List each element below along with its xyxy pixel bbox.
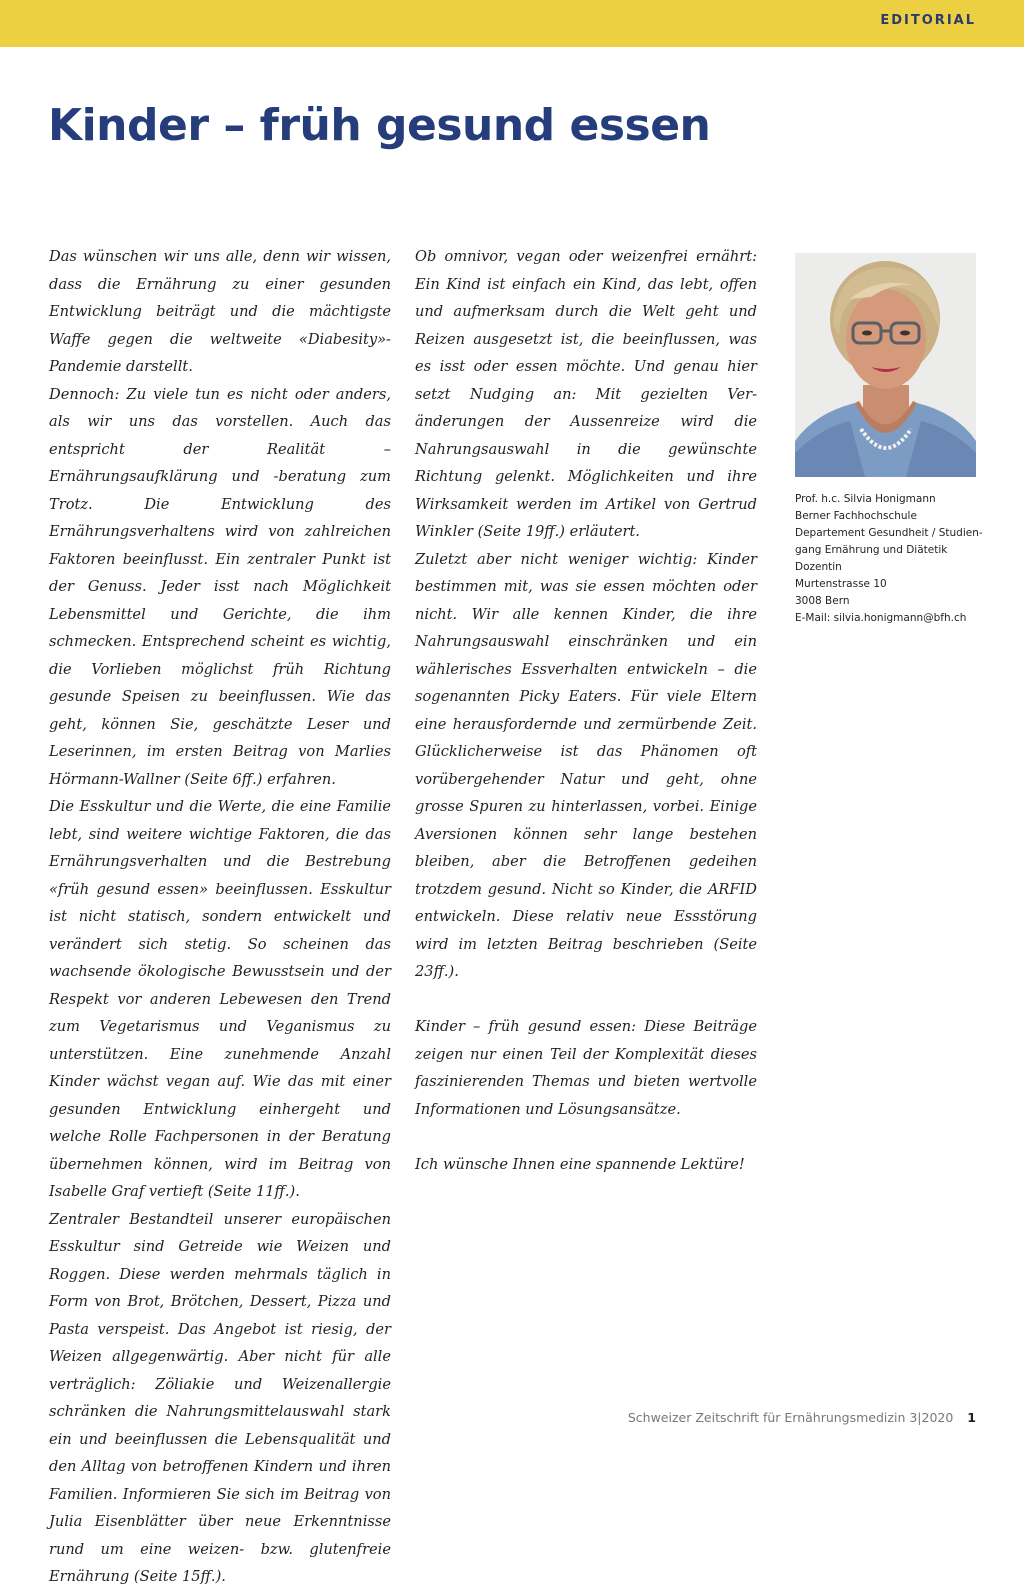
author-institution: Berner Fachhochschule bbox=[795, 510, 917, 522]
author-caption bbox=[795, 491, 985, 627]
author-portrait-image bbox=[795, 253, 976, 477]
author-department: gang Ernährung und Diätetik bbox=[795, 544, 948, 556]
paragraph: Die Esskultur und die Werte, die eine Familie lebt, sind weitere wichtige Faktoren, die das Ernährungsverhalten und die Bestrebung «früh gesund essen» beeinflussen. Esskultur ist nicht statisch, sondern entwickelt und verändert sich stetig. So scheinen das wachsende ökologische Bewusstsein und der Respekt vor anderen Lebewesen den Trend zum Vegetarismus und Veganismus zu unterstützen. Eine zunehmende Anzahl Kinder wächst vegan auf. Wie das mit einer gesunden Entwicklung einhergeht und welche Rolle Fachpersonen in der Beratung übernehmen können, wird im Beitrag von Isabelle Graf vertieft (Seite 11ff.). bbox=[49, 798, 391, 1200]
article-title: Kinder – früh gesund essen bbox=[48, 100, 711, 151]
paragraph: Zentraler Bestandteil unserer europäischen Esskultur sind Getreide wie Weizen und Roggen. Diese werden mehrmals täglich in Form von Brot, Brötchen, Dessert, Pizza und Pasta verspeist. Das Angebot ist riesig, der Weizen allgegenwärtig. Aber nicht für alle verträglich: Zöliakie und Weizenallergie schränken die Nahrungsmittelauswahl stark ein und beeinflussen die Lebensqualität und den Alltag von betroffenen Kindern und ihren Familien. Informieren Sie sich im Beitrag von Julia Eisenblätter über neue Erkenntnisse rund um eine weizen- bzw. glutenfreie Ernährung (Seite 15ff.). bbox=[49, 1210, 391, 1585]
author-portrait bbox=[795, 253, 976, 477]
paragraph: Zuletzt aber nicht weniger wichtig: Kinder bestimmen mit, was sie essen möchten oder nicht. Wir alle kennen Kinder, die ihre Nahrungsauswahl einschränken und ein wählerisches Essverhalten entwickeln – die sogenannten Picky Eaters. Für viele Eltern eine herausfordernde und zermürbende Zeit. Glücklicherweise ist das Phänomen oft vorübergehender Natur und geht, ohne grosse Spuren zu hinterlassen, vorbei. Einige Aversionen können sehr lange bestehen bleiben, aber die Betroffenen gedeihen trotzdem gesund. Nicht so Kinder, die ARFID entwickeln. Diese relativ neue Essstörung wird im letzten Beitrag beschrieben (Seite 23ff.). bbox=[415, 550, 757, 980]
paragraph: Kinder – früh gesund essen: Diese Beiträge zeigen nur einen Teil der Komplexität dieses faszinierenden Themas und bieten wertvolle Informationen und Lösungsansätze. bbox=[415, 1018, 757, 1118]
section-label: EDITORIAL bbox=[880, 13, 976, 28]
journal-name: Schweizer Zeitschrift für Ernährungsmedizin 3|2020 bbox=[627, 1410, 954, 1425]
paragraph: Das wünschen wir uns alle, denn wir wissen, dass die Ernährung zu einer gesunden Entwicklung beiträgt und die mächtigste Waffe gegen die weltweite «Diabesity»-Pandemie darstellt. bbox=[49, 248, 391, 375]
article-column-middle bbox=[415, 243, 757, 1178]
header-bar bbox=[0, 0, 1024, 47]
author-role: Dozentin bbox=[795, 561, 842, 573]
page-footer bbox=[628, 1410, 976, 1425]
author-city: 3008 Bern bbox=[795, 595, 850, 607]
paragraph: Dennoch: Zu viele tun es nicht oder anders, als wir uns das vorstellen. Auch das entspricht der Realität – Ernährungsaufklärung und -beratung zum Trotz. Die Entwicklung des Ernährungsverhaltens wird von zahlreichen Faktoren beeinflusst. Ein zentraler Punkt ist der Genuss. Jeder isst nach Möglichkeit Lebensmittel und Gerichte, die ihm schmecken. Entsprechend scheint es wichtig, die Vorlieben möglichst früh Richtung gesunde Speisen zu beeinflussen. Wie das geht, können Sie, geschätzte Leser und Leserinnen, im ersten Beitrag von Marlies Hörmann-Wallner (Seite 6ff.) erfahren. bbox=[49, 385, 391, 788]
author-street: Murtenstrasse 10 bbox=[795, 578, 887, 590]
page-number: 1 bbox=[967, 1410, 976, 1425]
author-department: Departement Gesundheit / Studien- bbox=[795, 527, 983, 539]
closing-line: Ich wünsche Ihnen eine spannende Lektüre! bbox=[415, 1155, 745, 1173]
article-column-left bbox=[49, 243, 391, 1591]
paragraph: Ob omnivor, vegan oder weizenfrei ernährt: Ein Kind ist einfach ein Kind, das lebt, offen und aufmerksam durch die Welt geht und Reizen ausgesetzt ist, die beeinflussen, was es isst oder essen möchte. Und genau hier setzt Nudging an: Mit gezielten Veränderungen der Aussenreize wird die Nahrungsauswahl in die gewünschte Richtung gelenkt. Möglichkeiten und ihre Wirksamkeit werden im Artikel von Gertrud Winkler (Seite 19ff.) erläutert. bbox=[415, 248, 757, 540]
author-email: E-Mail: silvia.honigmann@bfh.ch bbox=[795, 612, 967, 624]
author-name: Prof. h.c. Silvia Honigmann bbox=[795, 493, 936, 505]
